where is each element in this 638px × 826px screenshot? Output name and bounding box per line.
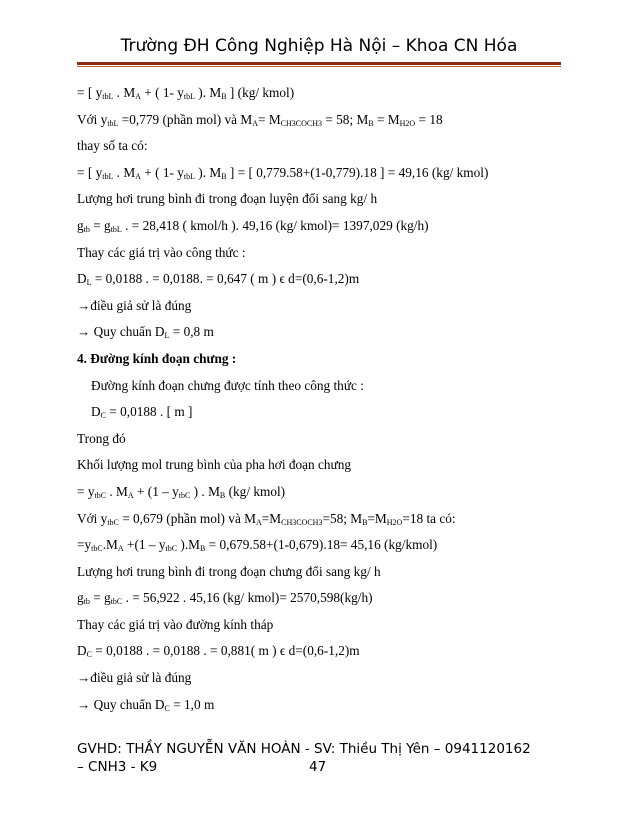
- subscript: tbL: [110, 224, 122, 234]
- text-line: Lượng hơi trung bình đi trong đoạn luyện đổi sang kg/ h: [77, 191, 378, 207]
- text-line: [77, 319, 561, 346]
- formula-line: [77, 399, 561, 426]
- subscript: H2O: [399, 118, 416, 128]
- subscript: L: [164, 331, 170, 341]
- footer-line-2-row: [77, 758, 561, 776]
- text-segment: +(1 – y: [123, 537, 166, 553]
- subscript: C: [164, 703, 170, 713]
- text-segment: (kg/ kmol): [225, 483, 286, 499]
- text-segment: = 0,0188 . [ m ]: [105, 404, 193, 420]
- page-header: Trường ĐH Công Nghiệp Hà Nội – Khoa CN Hóa: [120, 36, 518, 56]
- text-line: Thay các giá trị vào đường kính tháp: [77, 616, 274, 632]
- text-segment: = 0,679 (phần mol) và M: [118, 510, 256, 526]
- text-segment: → Quy chuẩn D: [77, 696, 165, 712]
- text-segment: ) . M: [190, 483, 220, 499]
- text-segment: = M: [373, 111, 400, 127]
- text-line: Thay các giá trị vào công thức :: [77, 244, 246, 260]
- text-line: →điều giả sử là đúng: [77, 297, 192, 313]
- subscript: C: [100, 411, 106, 421]
- text-segment: . = 56,922 . 45,16 (kg/ kmol)= 2570,598(kg/h): [122, 590, 373, 606]
- text-line: →điều giả sử là đúng: [77, 670, 192, 686]
- subscript: tbC: [178, 490, 191, 500]
- text-segment: D: [91, 404, 101, 420]
- text-segment: . M: [113, 85, 136, 100]
- formula-line: [77, 160, 561, 187]
- text-segment: = 18: [415, 111, 443, 127]
- subscript: B: [362, 517, 368, 527]
- text-line: [77, 692, 561, 719]
- text-line: [77, 506, 561, 533]
- text-segment: = [ y: [77, 164, 103, 180]
- text-segment: = 1,0 m: [169, 696, 215, 712]
- section-heading: 4. Đường kính đoạn chưng :: [77, 350, 237, 366]
- subscript: A: [135, 92, 141, 101]
- document-body: [77, 80, 561, 718]
- text-line: thay số ta có:: [77, 138, 148, 154]
- text-line: Trong đó: [77, 430, 126, 446]
- formula-line: [77, 532, 561, 559]
- subscript: L: [86, 278, 92, 288]
- subscript: tbL: [183, 92, 195, 101]
- text-segment: = 0,679.58+(1-0,679).18= 45,16 (kg/kmol): [205, 537, 438, 553]
- formula-line: [77, 213, 561, 240]
- text-segment: . = 28,418 ( kmol/h ). 49,16 (kg/ kmol)= 1397,029 (kg/h): [121, 217, 429, 233]
- text-segment: =18 ta có:: [402, 510, 456, 526]
- text-segment: . M: [106, 483, 128, 499]
- subscript: tb: [83, 224, 90, 234]
- text-line: Lượng hơi trung bình đi trong đoạn chưng đổi sang kg/ h: [77, 563, 381, 579]
- text-segment: g: [77, 217, 84, 233]
- text-line: Khối lượng mol trung bình của pha hơi đoạn chưng: [77, 457, 352, 473]
- subscript: CH3COCH3: [281, 517, 323, 527]
- text-segment: + ( 1- y: [140, 164, 184, 180]
- formula-line: [77, 80, 561, 107]
- text-segment: ).M: [177, 537, 200, 553]
- formula-line: [77, 479, 561, 506]
- text-segment: = 58; M: [322, 111, 369, 127]
- text-segment: =58; M: [322, 510, 363, 526]
- text-segment: ] = [ 0,779.58+(1-0,779).18 ] = 49,16 (kg/ kmol): [226, 164, 489, 180]
- text-segment: .M: [102, 537, 118, 553]
- text-segment: = M: [258, 111, 281, 127]
- text-segment: =0,779 (phần mol) và M: [118, 111, 253, 127]
- subscript: A: [135, 171, 141, 181]
- subscript: H2O: [386, 517, 403, 527]
- text-segment: = 0,8 m: [169, 324, 214, 340]
- formula-line: [77, 638, 561, 665]
- text-segment: =M: [367, 510, 387, 526]
- page-footer: [77, 740, 561, 776]
- text-segment: ). M: [194, 85, 222, 100]
- text-segment: g: [77, 590, 84, 606]
- subscript: tbC: [94, 490, 107, 500]
- text-segment: Với y: [77, 510, 108, 526]
- subscript: tbL: [102, 92, 114, 101]
- subscript: tb: [83, 597, 90, 607]
- subscript: A: [252, 118, 259, 128]
- text-line: Đường kính đoạn chưng được tính theo công thức :: [91, 377, 364, 393]
- subscript: tbC: [110, 597, 123, 607]
- text-segment: D: [77, 271, 87, 287]
- text-segment: = g: [89, 590, 111, 606]
- formula-line: [77, 585, 561, 612]
- footer-line-2: – CNH3 - K9: [77, 759, 158, 775]
- text-segment: D: [77, 643, 87, 659]
- text-segment: = 0,0188 . = 0,0188 . = 0,881( m ) ϵ d=(0,6-1,2)m: [91, 643, 360, 659]
- text-segment: = 0,0188 . = 0,0188. = 0,647 ( m ) ϵ d=(0,6-1,2)m: [91, 271, 360, 287]
- formula-line: [77, 266, 561, 293]
- subscript: A: [256, 517, 262, 527]
- text-segment: =y: [77, 537, 92, 553]
- text-segment: = [ y: [77, 85, 103, 100]
- subscript: C: [86, 650, 92, 660]
- page-number: 47: [309, 759, 327, 775]
- text-segment: + ( 1- y: [140, 85, 184, 100]
- subscript: B: [199, 544, 206, 554]
- text-segment: . M: [113, 164, 136, 180]
- subscript: tbC: [107, 517, 119, 527]
- header-rule: [77, 62, 561, 65]
- subscript: B: [221, 92, 227, 101]
- footer-line-1: GVHD: THẦY NGUYỄN VĂN HOÀN - SV: Thiều Thị Yên – 0941120162: [77, 741, 531, 757]
- subscript: CH3COCH3: [280, 118, 323, 128]
- subscript: tbL: [102, 171, 114, 181]
- subscript: tbC: [165, 544, 178, 554]
- subscript: tbL: [107, 118, 119, 128]
- subscript: tbC: [91, 544, 103, 554]
- text-segment: ). M: [194, 164, 222, 180]
- subscript: B: [221, 171, 227, 181]
- text-segment: =M: [261, 510, 282, 526]
- text-segment: → Quy chuẩn D: [77, 324, 165, 340]
- text-segment: = g: [89, 217, 111, 233]
- header-rule-thin: [77, 66, 561, 67]
- subscript: tbL: [183, 171, 195, 181]
- text-line: [77, 107, 561, 134]
- text-segment: Với y: [77, 111, 108, 127]
- subscript: B: [368, 118, 374, 128]
- subscript: A: [117, 544, 124, 554]
- subscript: A: [127, 490, 134, 500]
- subscript: B: [219, 490, 226, 500]
- text-segment: + (1 – y: [133, 483, 179, 499]
- text-segment: ] (kg/ kmol): [226, 85, 295, 100]
- text-segment: = y: [77, 483, 95, 499]
